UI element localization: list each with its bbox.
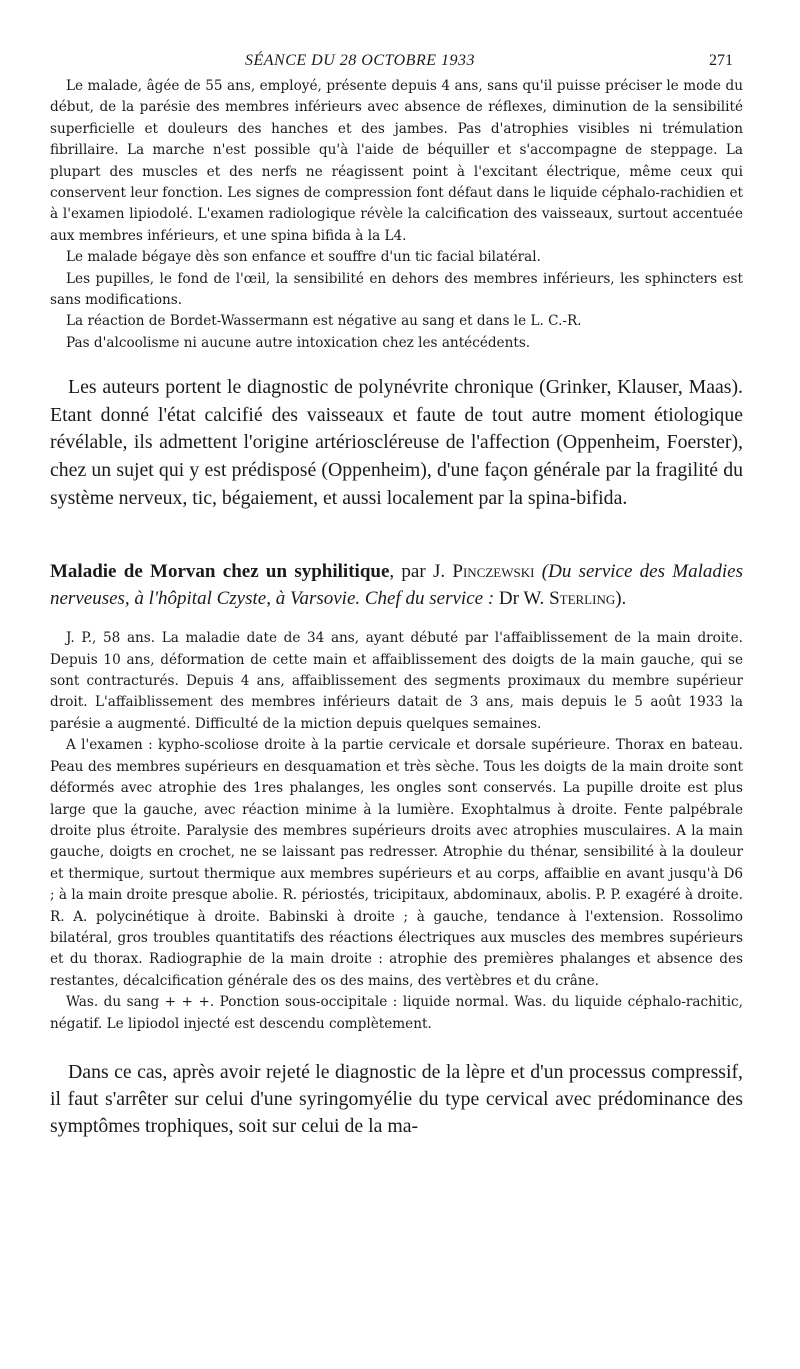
case2-paragraph: J. P., 58 ans. La maladie date de 34 ans, ayant débuté par l'affaiblissement de la main droite. Depuis 10 ans, déformation de cette main et affaiblissement des doigts de la main gauche, qui se sont contracturés. Depuis 4 ans, affaiblissement des segments proximaux du membre supérieur droit. L'affaiblissement des membres inférieurs datait de 3 ans, mais depuis le 5 août 1933 la parésie a augmenté. Difficulté de la miction depuis quelques semaines.: [50, 630, 743, 732]
article-heading: [50, 558, 743, 612]
page-number: 271: [709, 52, 733, 69]
case1-conclusion: Les auteurs portent le diagnostic de polynévrite chronique (Grinker, Klauser, Maas). Etant donné l'état calcifié des vaisseaux et faute de tout autre moment étiologique révélable, ils admettent l'origine artérioscléreuse de l'affection (Oppenheim, Foerster), chez un sujet qui y est prédisposé (Oppenheim), d'une façon générale par la fragilité du système nerveux, tic, bégaiement, et aussi localement par la spina-bifida.: [50, 376, 743, 509]
case1-paragraph: Le malade, âgée de 55 ans, employé, présente depuis 4 ans, sans qu'il puisse préciser le mode du début, de la parésie des membres inférieurs avec absence de réflexes, diminution de la sensibilité superficielle et douleurs des hanches et des jambes. Pas d'atrophies visibles ni trémulation fibrillaire. La marche n'est possible qu'à l'aide de béquiller et s'accompagne de steppage. La plupart des muscles et des nerfs ne réagissent point à l'excitant électrique, même ceux qui conservent leur fonction. Les signes de compression font défaut dans le liquide céphalo-rachidien et à l'examen lipiodolé. L'examen radiologique révèle la calcification des vaisseaux, surtout accentuée aux membres inférieurs, et une spina bifida à la L4.: [50, 78, 743, 244]
case1-paragraph: Les pupilles, le fond de l'œil, la sensibilité en dehors des membres inférieurs, les sphincters est sans modifications.: [50, 270, 743, 309]
article-closing: ).: [615, 588, 627, 610]
case1-paragraph: La réaction de Bordet-Wassermann est négative au sang et dans le L. C.-R.: [66, 313, 582, 330]
case2-paragraph: Was. du sang + + +. Ponction sous-occipitale : liquide normal. Was. du liquide céphalo-rachitic, négatif. Le lipiodol injecté est descendu complètement.: [50, 994, 743, 1032]
article-chef-prefix: Dr W.: [498, 588, 550, 610]
running-header: [50, 52, 743, 76]
case2-paragraph: A l'examen : kypho-scoliose droite à la partie cervicale et dorsale supérieure. Thorax en bateau. Peau des membres supérieurs en desquamation et très sèche. Tous les doigts de la main droite sont déformés avec atrophie des 1res phalanges, les ongles sont conservés. La pupille droite est plus large que la gauche, avec réaction minime à la lumière. Exophtalmus à droite. Fente palpébrale droite plus étroite. Paralysie des membres supérieurs droits avec atrophies musculaires. A la main gauche, doigts en crochet, ne se laissant pas redresser. Atrophie du thénar, sensibilité à la douleur et thermique, surtout thermique aux membres supérieurs et au corps, affaiblie en avant jusqu'à D6 ; à la main droite presque abolie. R. périostés, tricipitaux, abdominaux, abolis. P. P. exagéré à droite. R. A. polycinétique à droite. Babinski à droite ; à gauche, tendance à l'extension. Rossolimo bilatéral, gros troubles quantitatifs des réactions électriques aux muscles des membres supérieurs et du thorax. Radiographie de la main droite : atrophie des premières phalanges et absence des restantes, décalcification générale des os des mains, des vertèbres et du crâne.: [50, 737, 743, 989]
case-report-1: [50, 76, 743, 354]
case1-paragraph: Pas d'alcoolisme ni aucune autre intoxication chez les antécédents.: [66, 334, 531, 351]
case-report-2: [50, 628, 743, 1035]
running-title: SÉANCE DU 28 OCTOBRE 1933: [245, 52, 475, 69]
article-author: Pinczewski: [452, 561, 535, 583]
case1-paragraph: Le malade bégaye dès son enfance et souffre d'un tic facial bilatéral.: [66, 249, 541, 266]
article-chef-name: Sterling: [549, 588, 616, 610]
case2-discussion: Dans ce cas, après avoir rejeté le diagnostic de la lèpre et d'un processus compressif, il faut s'arrêter sur celui d'une syringomyélie du type cervical avec prédominance des symptômes trophiques, soit sur celui de la ma-: [50, 1060, 743, 1137]
article-affiliation: (Du service des Maladies nerveuses, à l'hôpital Czyste, à Varsovie. Chef du service :: [50, 561, 744, 610]
article-title-by: , par J.: [389, 561, 453, 583]
article-title-main: Maladie de Morvan chez un syphilitique: [50, 561, 390, 583]
document-page: [50, 52, 743, 1140]
